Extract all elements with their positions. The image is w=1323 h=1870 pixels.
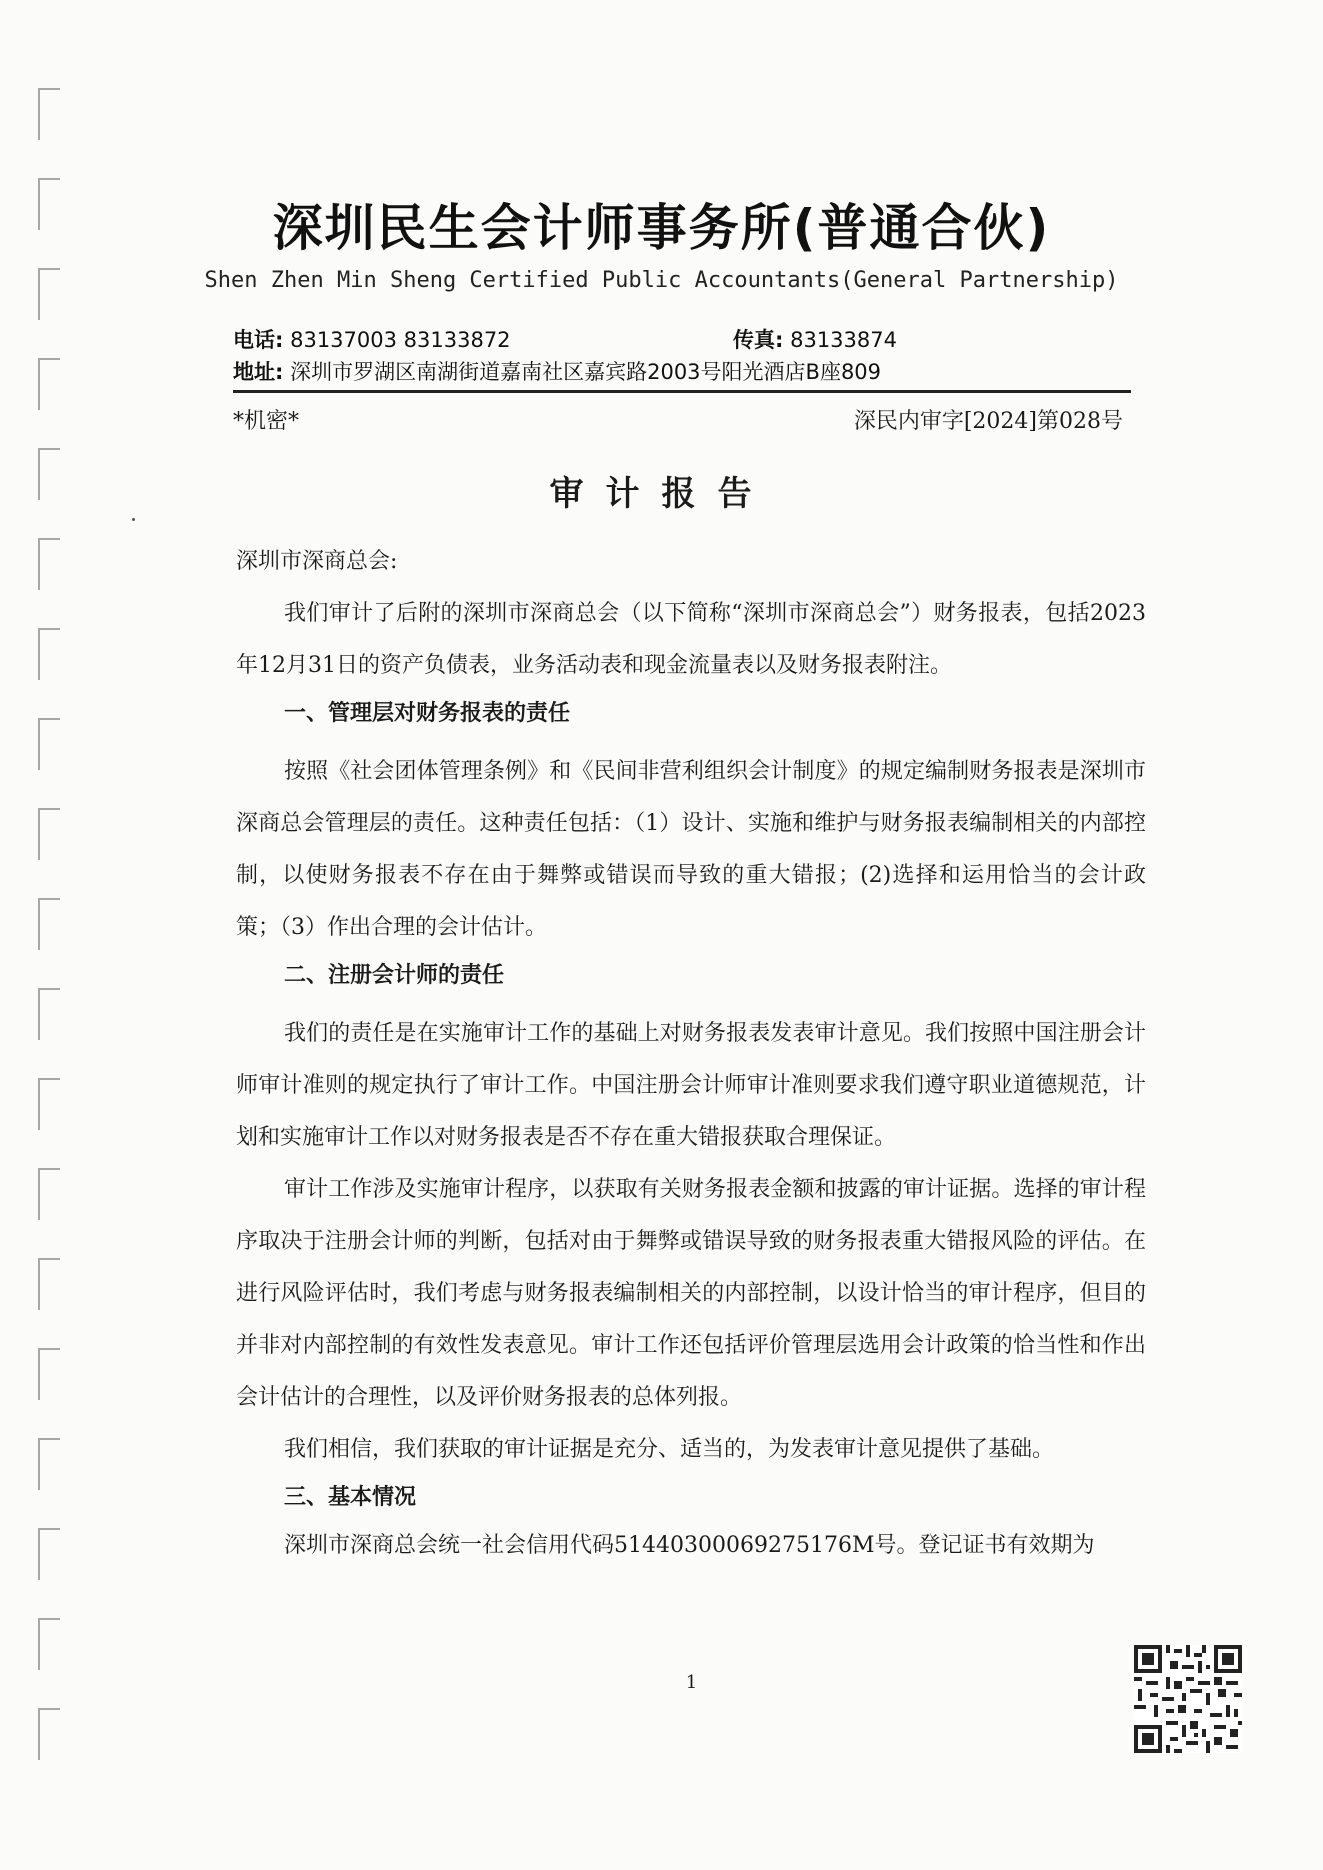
address-line bbox=[233, 356, 881, 386]
report-title: 审计报告 bbox=[549, 474, 774, 514]
letterhead-divider bbox=[233, 390, 1131, 393]
section-heading-auditor: 二、注册会计师的责任 bbox=[284, 963, 505, 988]
firm-name-chinese: 深圳民生会计师事务所(普通合伙) bbox=[272, 199, 1051, 257]
address-text: 深圳市罗湖区南湖街道嘉南社区嘉宾路2003号阳光酒店B座809 bbox=[290, 360, 882, 384]
firm-name-english: Shen Zhen Min Sheng Certified Public Accountants(General Partnership) bbox=[204, 268, 1119, 293]
management-responsibility-paragraph: 按照《社会团体管理条例》和《民间非营利组织会计制度》的规定编制财务报表是深圳市深商总会管理层的责任。这种责任包括：（1）设计、实施和维护与财务报表编制相关的内部控制，以使财务报表不存在由于舞弊或错误而导致的重大错报；(2)选择和运用恰当的会计政策；（3）作出合理的会计估计。 bbox=[236, 759, 1146, 940]
fax-line bbox=[733, 324, 897, 354]
addressee: 深圳市深商总会: bbox=[236, 549, 398, 574]
phone-line bbox=[233, 324, 511, 354]
section-heading-basic-info: 三、基本情况 bbox=[284, 1485, 417, 1510]
page-number: 1 bbox=[685, 1672, 698, 1693]
report-number: 深民内审字[2024]第028号 bbox=[853, 409, 1123, 434]
basic-info-paragraph: 深圳市深商总会统一社会信用代码51440300069275176M号。登记证书有效期为 bbox=[284, 1533, 1095, 1558]
fax-label: 传真: bbox=[733, 328, 784, 352]
intro-paragraph: 我们审计了后附的深圳市深商总会（以下简称“深圳市深商总会”）财务报表，包括2023年12月31日的资产负债表，业务活动表和现金流量表以及财务报表附注。 bbox=[236, 601, 1146, 678]
auditor-responsibility-paragraph-2: 审计工作涉及实施审计程序，以获取有关财务报表金额和披露的审计证据。选择的审计程序取决于注册会计师的判断，包括对由于舞弊或错误导致的财务报表重大错报风险的评估。在进行风险评估时，我们考虑与财务报表编制相关的内部控制，以设计恰当的审计程序，但目的并非对内部控制的有效性发表意见。审计工作还包括评价管理层选用会计政策的恰当性和作出会计估计的合理性，以及评价财务报表的总体列报。 bbox=[236, 1177, 1146, 1410]
address-label: 地址: bbox=[233, 360, 284, 384]
fax-number: 83133874 bbox=[790, 328, 897, 352]
qr-code bbox=[1134, 1645, 1242, 1753]
phone-label: 电话: bbox=[233, 328, 284, 352]
phone-numbers: 83137003 83133872 bbox=[290, 328, 511, 352]
report-body bbox=[236, 536, 1146, 1572]
auditor-responsibility-paragraph-1: 我们的责任是在实施审计工作的基础上对财务报表发表审计意见。我们按照中国注册会计师审计准则的规定执行了审计工作。中国注册会计师审计准则要求我们遵守职业道德规范，计划和实施审计工作以对财务报表是否不存在重大错报获取合理保证。 bbox=[236, 1021, 1146, 1150]
confidential-mark: *机密* bbox=[233, 409, 300, 434]
auditor-responsibility-paragraph-3: 我们相信，我们获取的审计证据是充分、适当的，为发表审计意见提供了基础。 bbox=[284, 1437, 1055, 1462]
section-heading-management: 一、管理层对财务报表的责任 bbox=[284, 701, 571, 726]
